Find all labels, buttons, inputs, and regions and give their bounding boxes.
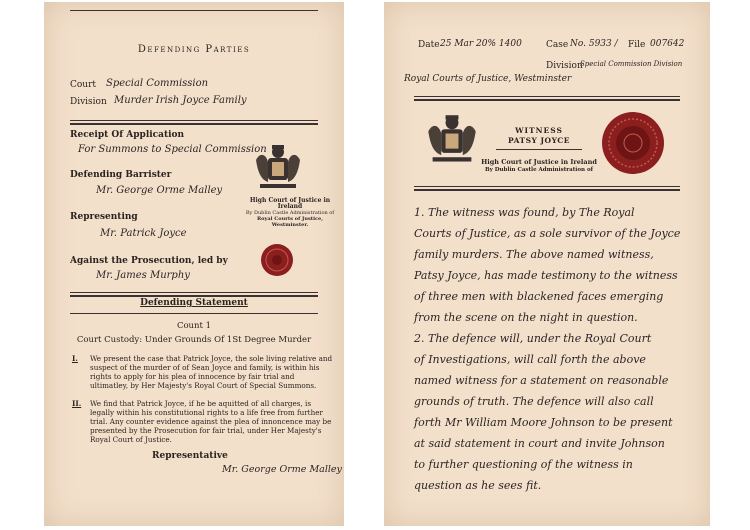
page-title: Defending Parties xyxy=(137,44,251,55)
wax-seal-icon xyxy=(600,110,666,176)
date-value: 25 Mar 20% 1400 xyxy=(440,39,522,49)
testimony-body xyxy=(414,206,704,500)
royal-crest-icon xyxy=(252,142,304,194)
court-seal-line-4: Westminster. xyxy=(271,222,309,228)
testimony-line-6: from the scene on the night in question. xyxy=(414,311,638,324)
file-label: File xyxy=(628,40,646,50)
case-label: Case xyxy=(546,40,569,50)
against-value: Mr. James Murphy xyxy=(96,270,190,281)
testimony-line-7: 2. The defence will, under the Royal Court xyxy=(414,332,652,345)
division-value: Special Commission Division xyxy=(580,60,683,68)
statement-bottom-rule xyxy=(70,313,318,314)
court-seal-line-3: Royal Courts of Justice, xyxy=(257,216,323,222)
testimony-line-3: family murders. The above named witness, xyxy=(414,248,654,261)
against-label: Against the Prosecution, led by xyxy=(70,256,228,266)
case-value: No. 5933 / xyxy=(570,39,618,49)
location-value: Royal Courts of Justice, Westminster xyxy=(404,74,572,84)
witness-page xyxy=(384,2,710,526)
representative-label: Representative xyxy=(152,451,228,461)
court-seal-line-1: High Court of Justice in Ireland xyxy=(249,197,331,210)
statement-title: Defending Statement xyxy=(140,298,248,308)
testimony-line-13: to further questioning of the witness in xyxy=(414,458,633,471)
court-label: Court xyxy=(70,80,97,90)
para1-text: We present the case that Patrick Joyce, the sole living relative and suspect of the murder of of Sean Joyce and family, is within his rights to apply for his plea of innocence by fair trial and ultimatley, by Her Majesty's Royal Court of Special Summons. xyxy=(90,354,333,390)
court-seal-text xyxy=(242,198,338,228)
para2-number: II. xyxy=(72,399,82,408)
testimony-line-11: forth Mr William Moore Johnson to be present xyxy=(414,416,673,429)
testimony-line-9: named witness for a statement on reasonable xyxy=(414,374,669,387)
witness-title: WITNESS xyxy=(515,126,563,135)
division-label: Division xyxy=(70,97,107,107)
barrister-value: Mr. George Orme Malley xyxy=(96,185,223,196)
representing-value: Mr. Patrick Joyce xyxy=(100,228,187,239)
testimony-line-4: Patsy Joyce, has made testimony to the witness xyxy=(414,269,678,282)
royal-crest-icon xyxy=(424,112,480,168)
court-seal-line-2: By Dublin Castle Administration of xyxy=(245,210,335,216)
testimony-line-5: of three men with blackened faces emerging xyxy=(414,290,664,303)
testimony-line-8: of Investigations, will call forth the above xyxy=(414,353,646,366)
testimony-line-12: at said statement in court and invite Johnson xyxy=(414,437,665,450)
witness-rule xyxy=(496,149,582,150)
testimony-line-10: grounds of truth. The defence will also call xyxy=(414,395,654,408)
testimony-line-14: question as he sees fit. xyxy=(414,479,542,492)
division-label: Division xyxy=(546,61,583,71)
receipt-value: For Summons to Special Commission xyxy=(78,144,267,155)
court-value: Special Commission xyxy=(106,78,209,89)
receipt-label: Receipt Of Application xyxy=(70,130,185,140)
court-line-1: High Court of Justice in Ireland xyxy=(481,158,597,166)
header-rule xyxy=(414,96,680,97)
count-subtitle: Court Custody: Under Grounds Of 1St Degree Murder xyxy=(76,335,312,345)
file-value: 007642 xyxy=(650,39,685,49)
division-value: Murder Irish Joyce Family xyxy=(114,95,247,106)
body-rule xyxy=(414,186,680,187)
date-label: Date xyxy=(418,40,440,50)
representative-signature: Mr. George Orme Malley xyxy=(222,464,342,475)
para2-text: We find that Patrick Joyce, if he be aquitted of all charges, is legally within his constitutional rights to a life free from further trial. Any counter evidence against the plea of innoncence may be presented by the Prosecution for fair trial, under Her Majesty's Royal Court of Justice. xyxy=(90,399,332,444)
para1-number: I. xyxy=(72,354,78,363)
section-rule xyxy=(70,120,318,121)
testimony-line-2: Courts of Justice, as a sole survivor of the Joyce xyxy=(414,227,681,240)
testimony-line-1: 1. The witness was found, by The Royal xyxy=(414,206,635,219)
top-rule xyxy=(70,10,318,11)
wax-seal-icon xyxy=(260,243,294,277)
count-title: Count 1 xyxy=(176,321,212,331)
witness-name: PATSY JOYCE xyxy=(508,136,570,145)
representing-label: Representing xyxy=(70,212,138,222)
defending-parties-page xyxy=(44,2,344,526)
court-line-2: By Dublin Castle Administration of xyxy=(484,167,593,173)
barrister-label: Defending Barrister xyxy=(70,170,172,180)
statement-top-rule xyxy=(70,292,318,293)
